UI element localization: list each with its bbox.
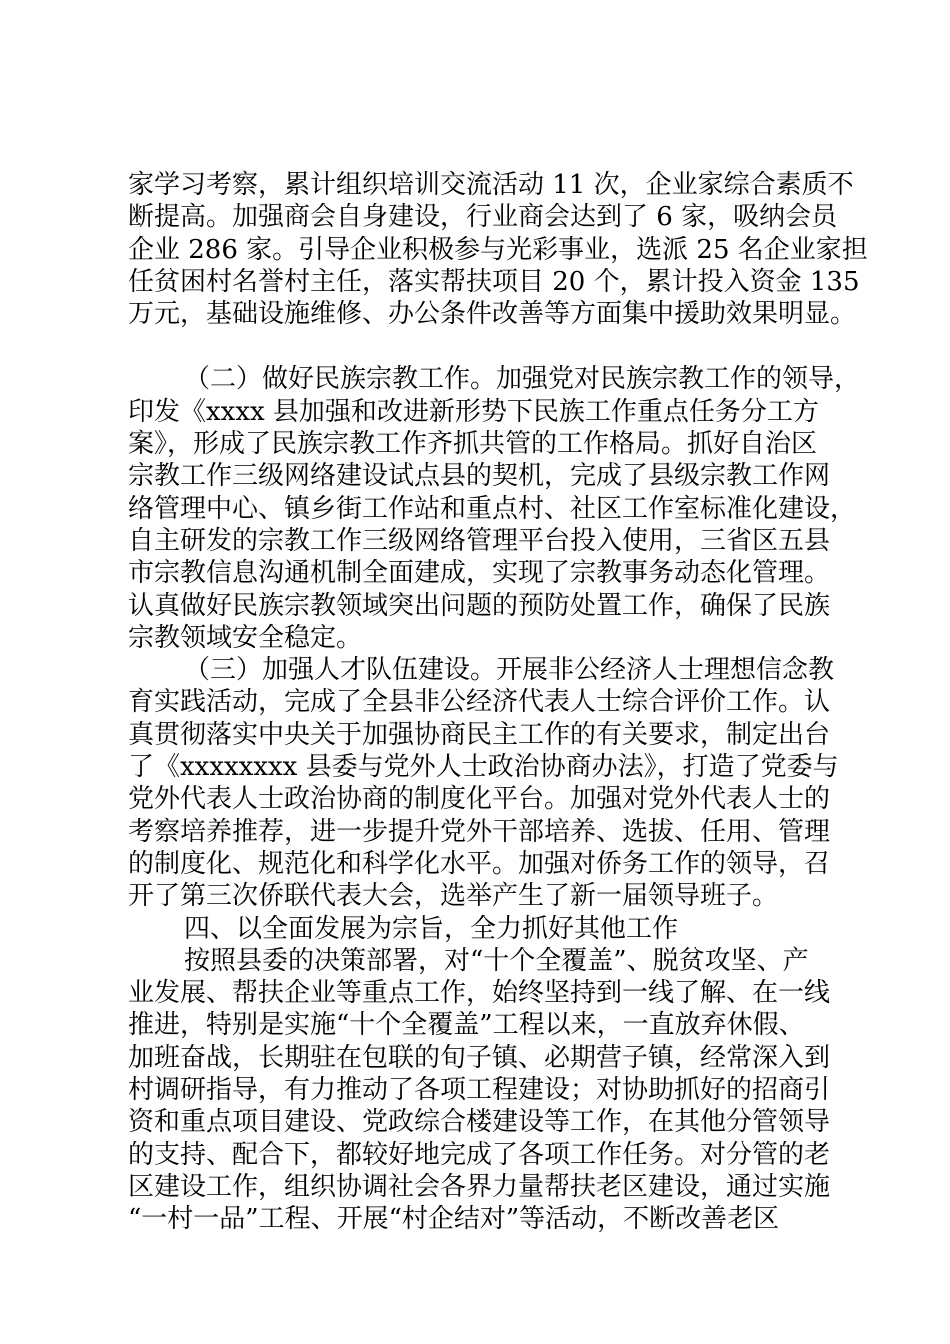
text-line: 业发展、帮扶企业等重点工作，始终坚持到一线了解、在一线 [128, 978, 831, 1009]
text-line: 家学习考察，累计组织培训交流活动 11 次，企业家综合素质不 [128, 170, 854, 200]
text-line: “一村一品”工程、开展“村企结对”等活动，不断改善老区 [128, 1204, 780, 1235]
text-line: 开了第三次侨联代表大会，选举产生了新一届领导班子。 [128, 881, 779, 912]
text-line: 企业 286 家。引导企业积极参与光彩事业，选派 25 名企业家担 [128, 234, 868, 265]
text-line: 的制度化、规范化和科学化水平。加强对侨务工作的领导，召 [128, 848, 831, 879]
text-line: 断提高。加强商会自身建设，行业商会达到了 6 家，吸纳会员 [128, 202, 838, 233]
text-line: 村调研指导，有力推动了各项工程建设；对协助抓好的招商引 [128, 1075, 831, 1106]
text-line: 市宗教信息沟通机制全面建成，实现了宗教事务动态化管理。 [128, 558, 831, 589]
text-line: 真贯彻落实中央关于加强协商民主工作的有关要求，制定出台 [128, 719, 831, 750]
paragraph-ethnic-religion [128, 363, 861, 654]
text-line: 认真做好民族宗教领域突出问题的预防处置工作，确保了民族 [128, 590, 831, 621]
text-line: 万元，基础设施维修、办公条件改善等方面集中援助效果明显。 [128, 299, 857, 330]
text-line: 了《xxxxxxxx 县委与党外人士政治协商办法》，打造了党委与 [128, 752, 839, 783]
paragraph-gap [128, 330, 848, 363]
text-line: 按照县委的决策部署，对“十个全覆盖”、脱贫攻坚、产 [184, 945, 809, 976]
text-line: 加班奋战，长期驻在包联的旬子镇、必期营子镇，经常深入到 [128, 1042, 831, 1073]
paragraph-other-work [128, 945, 848, 1236]
text-line: 推进，特别是实施“十个全覆盖”工程以来，一直放弃休假、 [128, 1010, 805, 1041]
text-line: 区建设工作，组织协调社会各界力量帮扶老区建设，通过实施 [128, 1171, 831, 1202]
text-line: 印发《xxxx 县加强和改进新形势下民族工作重点任务分工方 [128, 396, 819, 427]
text-line: （二）做好民族宗教工作。加强党对民族宗教工作的领导， [184, 364, 861, 395]
text-line: 党外代表人士政治协商的制度化平台。加强对党外代表人士的 [128, 784, 831, 815]
text-line: 资和重点项目建设、党政综合楼建设等工作，在其他分管领导 [128, 1107, 831, 1138]
text-line: 宗教工作三级网络建设试点县的契机，完成了县级宗教工作网 [128, 461, 831, 492]
text-line: 案》，形成了民族宗教工作齐抓共管的工作格局。抓好自治区 [128, 429, 818, 460]
text-line: 宗教领域安全稳定。 [128, 622, 363, 653]
section-heading: 四、以全面发展为宗旨，全力抓好其他工作 [184, 913, 679, 944]
document-page [128, 169, 868, 1236]
text-line: 任贫困村名誉村主任，落实帮扶项目 20 个，累计投入资金 135 [128, 266, 860, 297]
paragraph-talent-team [128, 654, 848, 912]
text-line: 自主研发的宗教工作三级网络管理平台投入使用，三省区五县 [128, 525, 831, 556]
text-line: 络管理中心、镇乡街工作站和重点村、社区工作室标准化建设， [128, 493, 857, 524]
text-line: 考察培养推荐，进一步提升党外干部培养、选拔、任用、管理 [128, 816, 831, 847]
text-line: 的支持、配合下，都较好地完成了各项工作任务。对分管的老 [128, 1139, 831, 1170]
text-line: （三）加强人才队伍建设。开展非公经济人士理想信念教 [184, 655, 835, 686]
paragraph-commerce [128, 169, 868, 330]
text-line: 育实践活动，完成了全县非公经济代表人士综合评价工作。认 [128, 687, 831, 718]
